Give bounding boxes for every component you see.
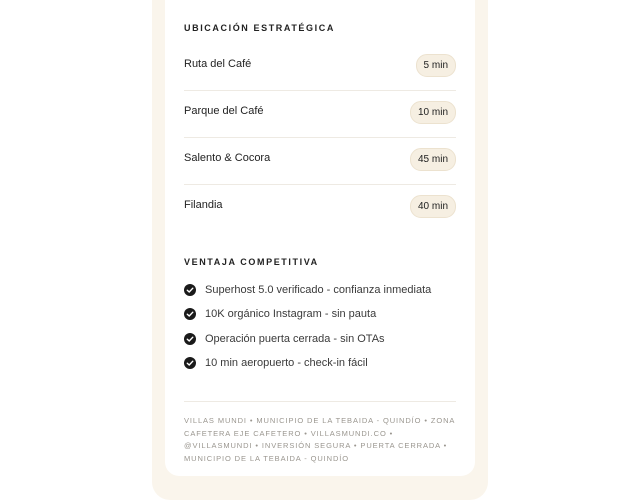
location-name: Filandia [184, 199, 223, 211]
advantage-text: 10 min aeropuerto - check-in fácil [205, 357, 368, 369]
location-row [184, 185, 456, 231]
location-row [184, 91, 456, 138]
travel-time-badge: 45 min [410, 148, 456, 171]
advantage-text: Superhost 5.0 verificado - confianza inmediata [205, 284, 432, 296]
check-circle-icon [184, 308, 196, 320]
advantage-section-title: VENTAJA COMPETITIVA [184, 257, 319, 267]
travel-time-badge: 10 min [410, 101, 456, 124]
location-name: Parque del Café [184, 105, 264, 117]
advantage-text: 10K orgánico Instagram - sin pauta [205, 308, 377, 320]
location-name: Ruta del Café [184, 58, 252, 70]
location-row [184, 138, 456, 185]
footer-text: VILLAS MUNDI • MUNICIPIO DE LA TEBAIDA - QUINDÍO • ZONA CAFETERA EJE CAFETERO • VILLASMUNDI.CO • @VILLASMUNDI • INVERSIÓN SEGURA • PUERTA CERRADA • MUNICIPIO DE LA TEBAIDA - QUINDÍO [184, 416, 455, 463]
travel-time-badge: 40 min [410, 195, 456, 218]
footer-divider [184, 401, 456, 402]
location-section-title: UBICACIÓN ESTRATÉGICA [184, 23, 335, 33]
advantage-text: Operación puerta cerrada - sin OTAs [205, 333, 385, 345]
location-row [184, 44, 456, 91]
location-name: Salento & Cocora [184, 152, 271, 164]
check-circle-icon [184, 284, 196, 296]
check-circle-icon [184, 357, 196, 369]
travel-time-badge: 5 min [416, 54, 456, 77]
check-circle-icon [184, 333, 196, 345]
